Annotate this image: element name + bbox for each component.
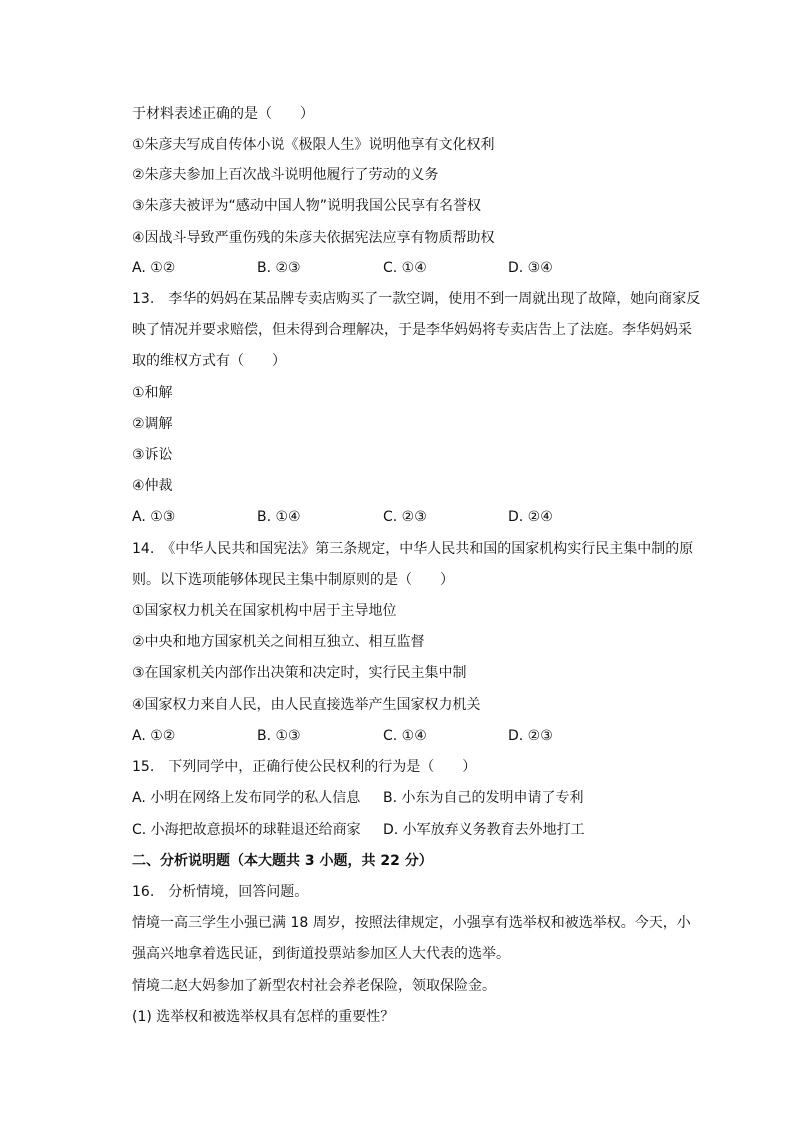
q13-statement-1: ①和解 <box>132 385 173 401</box>
q13-stem-line-3: 取的维权方式有（ ） <box>132 353 286 369</box>
q15-option-c: C. 小海把故意损坏的球鞋退还给商家 <box>132 822 361 838</box>
q14-option-b: B. ①③ <box>257 728 301 744</box>
q12-option-b: B. ②③ <box>257 260 301 276</box>
q14-option-a: A. ①② <box>132 728 176 744</box>
q15-option-b: B. 小东为自己的发明申请了专利 <box>383 790 584 806</box>
q12-option-c: C. ①④ <box>383 260 427 276</box>
q13-option-c: C. ②③ <box>383 509 427 525</box>
q16-scenario-line-2: 强高兴地拿着选民证，到街道投票站参加区人大代表的选举。 <box>132 946 510 962</box>
q14-statement-4: ④国家权力来自人民，由人民直接选举产生国家权力机关 <box>132 697 481 713</box>
q16-scenario-line-3: 情境二赵大妈参加了新型农村社会养老保险，领取保险金。 <box>132 978 496 994</box>
q12-statement-1: ①朱彦夫写成自传体小说《极限人生》说明他享有文化权利 <box>132 137 495 153</box>
q12-statement-2: ②朱彦夫参加上百次战斗说明他履行了劳动的义务 <box>132 167 439 183</box>
q16-stem: 16. 分析情境，回答问题。 <box>132 884 309 900</box>
q13-statement-3: ③诉讼 <box>132 447 173 463</box>
q14-stem-line-2: 则。以下选项能够体现民主集中制原则的是（ ） <box>132 572 454 588</box>
q16-subquestion-1: (1) 选举权和被选举权具有怎样的重要性？ <box>132 1009 395 1025</box>
section-heading: 二、分析说明题（本大题共 3 小题，共 22 分） <box>132 853 433 869</box>
q14-statement-1: ①国家权力机关在国家机构中居于主导地位 <box>132 603 397 619</box>
q12-option-a: A. ①② <box>132 260 176 276</box>
q15-stem: 15. 下列同学中，正确行使公民权利的行为是（ ） <box>132 759 477 775</box>
q12-stem-tail: 于材料表述正确的是（ ） <box>132 106 314 122</box>
q16-scenario-line-1: 情境一高三学生小强已满 18 周岁，按照法律规定，小强享有选举权和被选举权。今天，小 <box>132 915 691 931</box>
q13-statement-4: ④仲裁 <box>132 478 173 494</box>
q12-statement-4: ④因战斗导致严重伤残的朱彦夫依据宪法应享有物质帮助权 <box>132 230 495 246</box>
q14-option-d: D. ②③ <box>508 728 553 744</box>
q12-statement-3: ③朱彦夫被评为“感动中国人物”说明我国公民享有名誉权 <box>132 198 482 214</box>
q15-option-d: D. 小军放弃义务教育去外地打工 <box>383 822 585 838</box>
q13-statement-2: ②调解 <box>132 416 173 432</box>
q13-stem-line-2: 映了情况并要求赔偿，但未得到合理解决，于是李华妈妈将专卖店告上了法庭。李华妈妈采 <box>132 322 692 338</box>
q13-option-a: A. ①③ <box>132 509 176 525</box>
q13-stem-line-1: 13. 李华的妈妈在某品牌专卖店购买了一款空调，使用不到一周就出现了故障，她向商家反 <box>132 291 701 307</box>
q14-stem-line-1: 14. 《中华人民共和国宪法》第三条规定，中华人民共和国的国家机构实行民主集中制的原 <box>132 541 694 557</box>
q14-option-c: C. ①④ <box>383 728 427 744</box>
q14-statement-3: ③在国家机关内部作出决策和决定时，实行民主集中制 <box>132 665 467 681</box>
q12-option-d: D. ③④ <box>508 260 553 276</box>
q15-option-a: A. 小明在网络上发布同学的私人信息 <box>132 790 361 806</box>
q13-option-d: D. ②④ <box>508 509 553 525</box>
q13-option-b: B. ①④ <box>257 509 301 525</box>
q14-statement-2: ②中央和地方国家机关之间相互独立、相互监督 <box>132 634 425 650</box>
